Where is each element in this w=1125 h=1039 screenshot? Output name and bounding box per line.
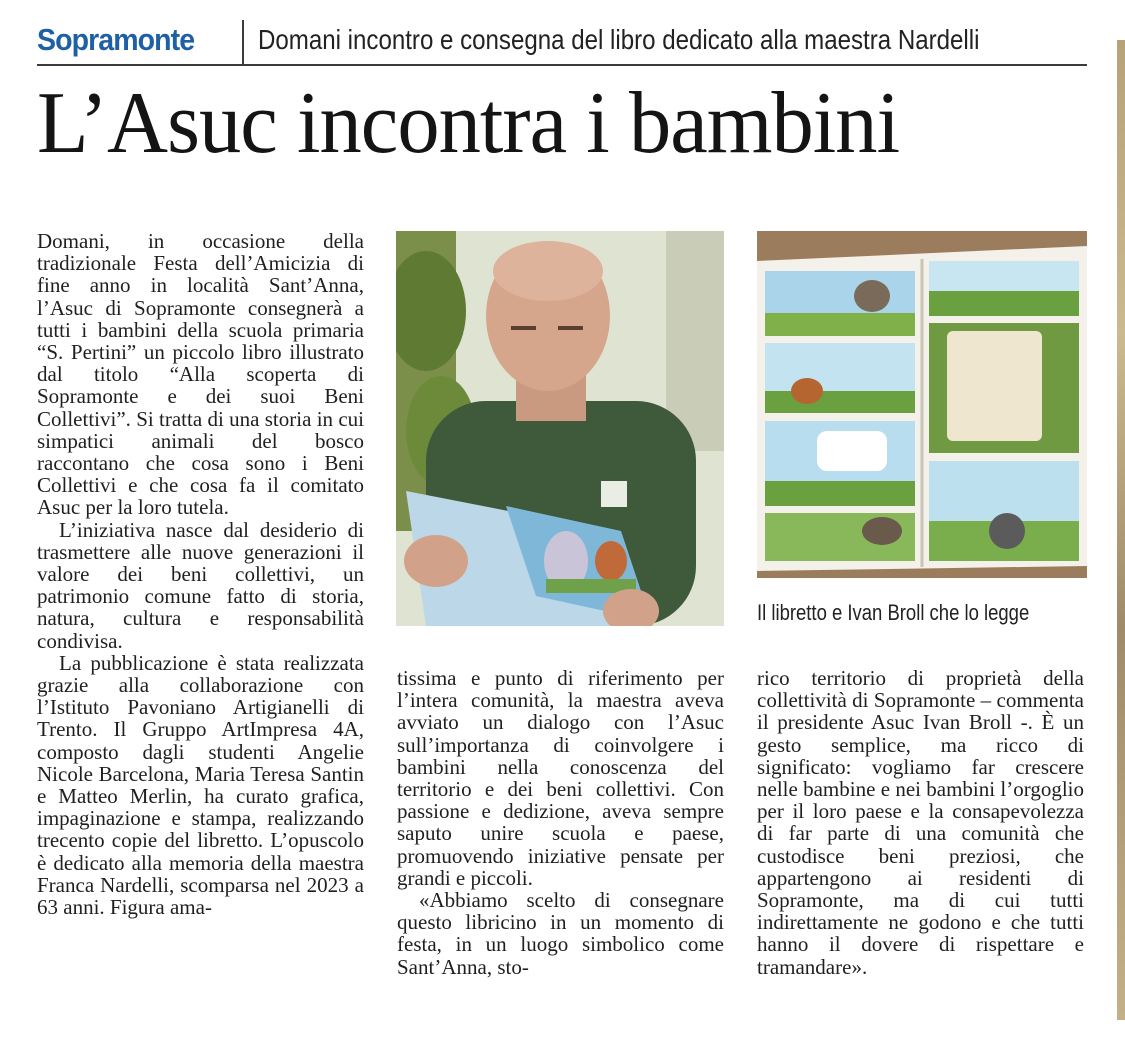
paragraph: La pubblicazione è stata realizzata grazie alla collaborazione con l’Istituto Pavoniano Artigianelli di Trento. Il Gruppo ArtImpresa 4A, composto dagli studenti Angelie Nicole Barcelona, Maria Teresa Santin e Matteo Merlin, ha curato grafica, impaginazione e stampa, realizzando trecento copie del libretto. L’opuscolo è dedicato alla memoria della maestra Franca Nardelli, scomparsa nel 2023 a 63 anni. Figura ama-: [37, 650, 364, 920]
photo-caption: Il libretto e Ivan Broll che lo legge: [757, 600, 1030, 625]
headline: L’Asuc incontra i bambini: [37, 75, 900, 172]
text-column-2: [397, 667, 724, 978]
booklet-photo: [757, 231, 1087, 578]
kicker-bar: [37, 18, 1087, 66]
section-label: Sopramonte: [37, 22, 195, 57]
man-reading-illustration: [396, 231, 724, 626]
open-booklet-illustration: [757, 231, 1087, 578]
paragraph: Domani, in occasione della tradizionale Festa dell’Amicizia di fine anno in località Sant’Anna, l’Asuc di Sopramonte consegnerà a tutti i bambini della scuola primaria “S. Pertini” un piccolo libro illustrato dal titolo “Alla scoperta di Sopramonte e dei suoi Beni Collettivi”. Si tratta di una storia in cui simpatici animali del bosco raccontano che cosa sono i Beni Collettivi e che cosa fa il comitato Asuc per la loro tutela.: [37, 229, 364, 520]
page-edge: [1117, 40, 1125, 1020]
text-column-1: [37, 230, 364, 918]
paragraph: rico territorio di proprietà della collettività di Sopramonte – commenta il presidente Asuc Ivan Broll -. È un gesto semplice, ma ricco di significato: vogliamo far crescere nelle bambine e nei bambini l’orgoglio per il loro paese e la consapevolezza di far parte di una comunità che custodisce beni preziosi, che appartengono ai residenti di Sopramonte, ma di cui tutti indirettamente ne godono e che tutti hanno il dovere di rispettare e tramandare».: [757, 666, 1084, 979]
reader-photo: [396, 231, 724, 626]
text-column-3: [757, 667, 1084, 978]
kicker-divider: [242, 20, 244, 64]
paragraph: tissima e punto di riferimento per l’intera comunità, la maestra aveva avviato un dialogo con l’Asuc sull’importanza di coinvolgere i bambini nella conoscenza del territorio e dei beni collettivi. Con passione e dedizione, aveva sempre saputo unire scuola e paese, promuovendo iniziative pensate per grandi e piccoli.: [397, 666, 724, 890]
paragraph: L’iniziativa nasce dal desiderio di trasmettere alle nuove generazioni il valore dei beni collettivi, un patrimonio comune fatto di storia, natura, cultura e responsabilità condivisa.: [37, 517, 364, 653]
paragraph: «Abbiamo scelto di consegnare questo libricino in un momento di festa, in un luogo simbolico come Sant’Anna, sto-: [397, 888, 724, 979]
subheadline: Domani incontro e consegna del libro dedicato alla maestra Nardelli: [258, 24, 980, 55]
